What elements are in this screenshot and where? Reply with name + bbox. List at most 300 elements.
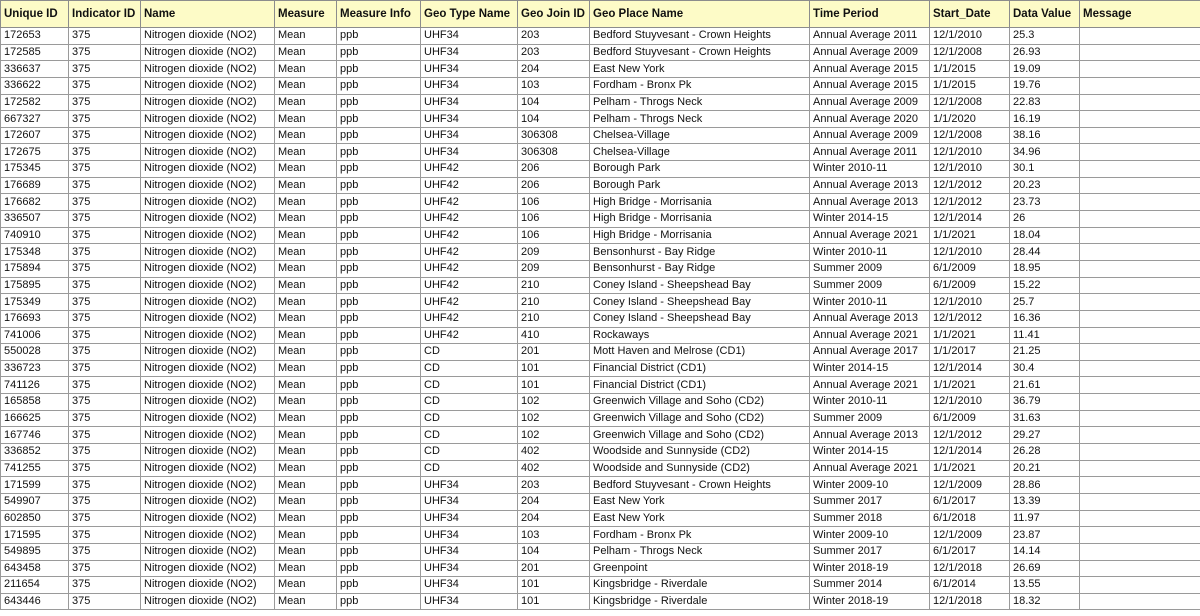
cell-data-value[interactable]: 20.21 [1010, 460, 1080, 477]
cell-geo-place-name[interactable]: High Bridge - Morrisania [590, 194, 810, 211]
cell-geo-type-name[interactable]: UHF34 [421, 61, 518, 78]
cell-geo-join-id[interactable]: 203 [518, 28, 590, 45]
cell-message[interactable] [1080, 294, 1200, 311]
cell-message[interactable] [1080, 161, 1200, 178]
cell-indicator-id[interactable]: 375 [69, 510, 141, 527]
cell-start-date[interactable]: 12/1/2010 [930, 144, 1010, 161]
cell-geo-join-id[interactable]: 103 [518, 527, 590, 544]
cell-geo-join-id[interactable]: 102 [518, 410, 590, 427]
cell-message[interactable] [1080, 527, 1200, 544]
cell-name[interactable]: Nitrogen dioxide (NO2) [141, 477, 275, 494]
cell-measure-info[interactable]: ppb [337, 177, 421, 194]
cell-data-value[interactable]: 19.09 [1010, 61, 1080, 78]
cell-geo-type-name[interactable]: UHF34 [421, 593, 518, 610]
col-header-message[interactable]: Message [1080, 1, 1200, 28]
cell-geo-place-name[interactable]: High Bridge - Morrisania [590, 211, 810, 228]
cell-message[interactable] [1080, 310, 1200, 327]
cell-time-period[interactable]: Winter 2018-19 [810, 560, 930, 577]
cell-start-date[interactable]: 12/1/2018 [930, 560, 1010, 577]
col-header-geo-place-name[interactable]: Geo Place Name [590, 1, 810, 28]
cell-geo-place-name[interactable]: Coney Island - Sheepshead Bay [590, 277, 810, 294]
cell-start-date[interactable]: 1/1/2021 [930, 460, 1010, 477]
cell-unique-id[interactable]: 171599 [1, 477, 69, 494]
cell-time-period[interactable]: Summer 2009 [810, 277, 930, 294]
cell-geo-place-name[interactable]: Borough Park [590, 161, 810, 178]
cell-indicator-id[interactable]: 375 [69, 493, 141, 510]
cell-name[interactable]: Nitrogen dioxide (NO2) [141, 177, 275, 194]
col-header-unique-id[interactable]: Unique ID [1, 1, 69, 28]
cell-data-value[interactable]: 21.25 [1010, 344, 1080, 361]
cell-message[interactable] [1080, 560, 1200, 577]
cell-geo-type-name[interactable]: CD [421, 344, 518, 361]
cell-measure-info[interactable]: ppb [337, 194, 421, 211]
cell-measure[interactable]: Mean [275, 260, 337, 277]
cell-start-date[interactable]: 6/1/2017 [930, 543, 1010, 560]
cell-message[interactable] [1080, 493, 1200, 510]
cell-message[interactable] [1080, 144, 1200, 161]
cell-data-value[interactable]: 25.3 [1010, 28, 1080, 45]
cell-start-date[interactable]: 12/1/2008 [930, 127, 1010, 144]
cell-geo-type-name[interactable]: UHF42 [421, 211, 518, 228]
cell-measure-info[interactable]: ppb [337, 260, 421, 277]
cell-unique-id[interactable]: 172607 [1, 127, 69, 144]
cell-geo-place-name[interactable]: Fordham - Bronx Pk [590, 527, 810, 544]
cell-geo-place-name[interactable]: East New York [590, 61, 810, 78]
cell-data-value[interactable]: 38.16 [1010, 127, 1080, 144]
cell-time-period[interactable]: Annual Average 2017 [810, 344, 930, 361]
cell-name[interactable]: Nitrogen dioxide (NO2) [141, 61, 275, 78]
cell-geo-type-name[interactable]: CD [421, 427, 518, 444]
cell-geo-type-name[interactable]: UHF42 [421, 327, 518, 344]
cell-measure-info[interactable]: ppb [337, 111, 421, 128]
cell-indicator-id[interactable]: 375 [69, 77, 141, 94]
cell-measure-info[interactable]: ppb [337, 161, 421, 178]
cell-geo-place-name[interactable]: Chelsea-Village [590, 127, 810, 144]
cell-measure[interactable]: Mean [275, 493, 337, 510]
cell-unique-id[interactable]: 211654 [1, 577, 69, 594]
cell-start-date[interactable]: 12/1/2010 [930, 244, 1010, 261]
cell-name[interactable]: Nitrogen dioxide (NO2) [141, 277, 275, 294]
cell-measure-info[interactable]: ppb [337, 410, 421, 427]
cell-measure[interactable]: Mean [275, 344, 337, 361]
cell-name[interactable]: Nitrogen dioxide (NO2) [141, 211, 275, 228]
cell-measure-info[interactable]: ppb [337, 310, 421, 327]
cell-indicator-id[interactable]: 375 [69, 211, 141, 228]
cell-time-period[interactable]: Annual Average 2013 [810, 310, 930, 327]
cell-unique-id[interactable]: 166625 [1, 410, 69, 427]
cell-time-period[interactable]: Annual Average 2011 [810, 144, 930, 161]
cell-unique-id[interactable]: 740910 [1, 227, 69, 244]
cell-geo-join-id[interactable]: 106 [518, 211, 590, 228]
cell-unique-id[interactable]: 176682 [1, 194, 69, 211]
cell-indicator-id[interactable]: 375 [69, 28, 141, 45]
cell-measure[interactable]: Mean [275, 444, 337, 461]
cell-name[interactable]: Nitrogen dioxide (NO2) [141, 77, 275, 94]
cell-indicator-id[interactable]: 375 [69, 94, 141, 111]
cell-start-date[interactable]: 1/1/2021 [930, 377, 1010, 394]
cell-data-value[interactable]: 30.1 [1010, 161, 1080, 178]
cell-unique-id[interactable]: 741006 [1, 327, 69, 344]
cell-message[interactable] [1080, 444, 1200, 461]
cell-start-date[interactable]: 12/1/2014 [930, 211, 1010, 228]
cell-data-value[interactable]: 21.61 [1010, 377, 1080, 394]
cell-start-date[interactable]: 12/1/2012 [930, 177, 1010, 194]
cell-measure-info[interactable]: ppb [337, 277, 421, 294]
cell-measure-info[interactable]: ppb [337, 77, 421, 94]
cell-unique-id[interactable]: 336507 [1, 211, 69, 228]
cell-time-period[interactable]: Winter 2009-10 [810, 527, 930, 544]
cell-start-date[interactable]: 12/1/2010 [930, 394, 1010, 411]
cell-geo-type-name[interactable]: UHF42 [421, 310, 518, 327]
cell-data-value[interactable]: 11.97 [1010, 510, 1080, 527]
cell-name[interactable]: Nitrogen dioxide (NO2) [141, 360, 275, 377]
col-header-geo-type-name[interactable]: Geo Type Name [421, 1, 518, 28]
cell-geo-place-name[interactable]: Rockaways [590, 327, 810, 344]
cell-measure-info[interactable]: ppb [337, 327, 421, 344]
cell-data-value[interactable]: 23.73 [1010, 194, 1080, 211]
cell-unique-id[interactable]: 336622 [1, 77, 69, 94]
cell-message[interactable] [1080, 360, 1200, 377]
cell-geo-place-name[interactable]: Greenwich Village and Soho (CD2) [590, 410, 810, 427]
cell-time-period[interactable]: Annual Average 2021 [810, 460, 930, 477]
cell-time-period[interactable]: Summer 2017 [810, 493, 930, 510]
cell-geo-join-id[interactable]: 206 [518, 161, 590, 178]
cell-geo-type-name[interactable]: CD [421, 394, 518, 411]
cell-time-period[interactable]: Summer 2014 [810, 577, 930, 594]
cell-data-value[interactable]: 26 [1010, 211, 1080, 228]
cell-data-value[interactable]: 23.87 [1010, 527, 1080, 544]
cell-time-period[interactable]: Annual Average 2021 [810, 227, 930, 244]
cell-geo-join-id[interactable]: 104 [518, 94, 590, 111]
cell-time-period[interactable]: Summer 2009 [810, 260, 930, 277]
col-header-data-value[interactable]: Data Value [1010, 1, 1080, 28]
cell-geo-type-name[interactable]: UHF34 [421, 510, 518, 527]
cell-indicator-id[interactable]: 375 [69, 61, 141, 78]
cell-geo-place-name[interactable]: Pelham - Throgs Neck [590, 543, 810, 560]
cell-start-date[interactable]: 6/1/2018 [930, 510, 1010, 527]
cell-indicator-id[interactable]: 375 [69, 477, 141, 494]
cell-measure-info[interactable]: ppb [337, 493, 421, 510]
cell-start-date[interactable]: 12/1/2008 [930, 44, 1010, 61]
cell-geo-type-name[interactable]: UHF42 [421, 260, 518, 277]
cell-data-value[interactable]: 28.86 [1010, 477, 1080, 494]
cell-indicator-id[interactable]: 375 [69, 360, 141, 377]
cell-measure[interactable]: Mean [275, 77, 337, 94]
cell-geo-join-id[interactable]: 209 [518, 260, 590, 277]
cell-unique-id[interactable]: 549907 [1, 493, 69, 510]
cell-time-period[interactable]: Annual Average 2020 [810, 111, 930, 128]
cell-time-period[interactable]: Annual Average 2009 [810, 94, 930, 111]
cell-geo-type-name[interactable]: CD [421, 444, 518, 461]
cell-measure[interactable]: Mean [275, 377, 337, 394]
cell-indicator-id[interactable]: 375 [69, 144, 141, 161]
cell-message[interactable] [1080, 111, 1200, 128]
cell-message[interactable] [1080, 94, 1200, 111]
cell-geo-join-id[interactable]: 102 [518, 394, 590, 411]
cell-indicator-id[interactable]: 375 [69, 44, 141, 61]
cell-measure-info[interactable]: ppb [337, 127, 421, 144]
cell-indicator-id[interactable]: 375 [69, 527, 141, 544]
cell-name[interactable]: Nitrogen dioxide (NO2) [141, 344, 275, 361]
cell-data-value[interactable]: 26.28 [1010, 444, 1080, 461]
cell-unique-id[interactable]: 176689 [1, 177, 69, 194]
cell-geo-type-name[interactable]: CD [421, 377, 518, 394]
cell-message[interactable] [1080, 227, 1200, 244]
cell-measure-info[interactable]: ppb [337, 94, 421, 111]
cell-name[interactable]: Nitrogen dioxide (NO2) [141, 144, 275, 161]
cell-indicator-id[interactable]: 375 [69, 161, 141, 178]
cell-start-date[interactable]: 6/1/2009 [930, 260, 1010, 277]
cell-start-date[interactable]: 1/1/2021 [930, 327, 1010, 344]
cell-unique-id[interactable]: 172582 [1, 94, 69, 111]
col-header-name[interactable]: Name [141, 1, 275, 28]
cell-unique-id[interactable]: 165858 [1, 394, 69, 411]
cell-start-date[interactable]: 12/1/2014 [930, 360, 1010, 377]
cell-message[interactable] [1080, 28, 1200, 45]
cell-geo-type-name[interactable]: UHF34 [421, 493, 518, 510]
cell-indicator-id[interactable]: 375 [69, 410, 141, 427]
cell-message[interactable] [1080, 61, 1200, 78]
cell-geo-type-name[interactable]: UHF34 [421, 94, 518, 111]
cell-measure[interactable]: Mean [275, 410, 337, 427]
cell-unique-id[interactable]: 741255 [1, 460, 69, 477]
cell-data-value[interactable]: 20.23 [1010, 177, 1080, 194]
cell-geo-join-id[interactable]: 102 [518, 427, 590, 444]
cell-measure-info[interactable]: ppb [337, 344, 421, 361]
cell-message[interactable] [1080, 460, 1200, 477]
cell-name[interactable]: Nitrogen dioxide (NO2) [141, 327, 275, 344]
col-header-measure[interactable]: Measure [275, 1, 337, 28]
cell-measure-info[interactable]: ppb [337, 510, 421, 527]
cell-name[interactable]: Nitrogen dioxide (NO2) [141, 28, 275, 45]
cell-indicator-id[interactable]: 375 [69, 593, 141, 610]
cell-start-date[interactable]: 12/1/2010 [930, 294, 1010, 311]
cell-message[interactable] [1080, 44, 1200, 61]
cell-geo-type-name[interactable]: UHF34 [421, 527, 518, 544]
cell-geo-join-id[interactable]: 101 [518, 593, 590, 610]
cell-geo-place-name[interactable]: Coney Island - Sheepshead Bay [590, 310, 810, 327]
cell-message[interactable] [1080, 577, 1200, 594]
cell-name[interactable]: Nitrogen dioxide (NO2) [141, 577, 275, 594]
cell-geo-join-id[interactable]: 210 [518, 294, 590, 311]
cell-time-period[interactable]: Annual Average 2011 [810, 28, 930, 45]
cell-geo-join-id[interactable]: 201 [518, 560, 590, 577]
cell-time-period[interactable]: Annual Average 2015 [810, 77, 930, 94]
cell-geo-join-id[interactable]: 104 [518, 543, 590, 560]
cell-measure-info[interactable]: ppb [337, 577, 421, 594]
cell-measure[interactable]: Mean [275, 360, 337, 377]
cell-measure-info[interactable]: ppb [337, 527, 421, 544]
cell-data-value[interactable]: 18.32 [1010, 593, 1080, 610]
cell-measure[interactable]: Mean [275, 460, 337, 477]
cell-geo-place-name[interactable]: Kingsbridge - Riverdale [590, 577, 810, 594]
cell-measure-info[interactable]: ppb [337, 593, 421, 610]
cell-start-date[interactable]: 6/1/2014 [930, 577, 1010, 594]
cell-message[interactable] [1080, 327, 1200, 344]
cell-indicator-id[interactable]: 375 [69, 560, 141, 577]
cell-measure[interactable]: Mean [275, 577, 337, 594]
cell-measure[interactable]: Mean [275, 61, 337, 78]
cell-time-period[interactable]: Winter 2010-11 [810, 394, 930, 411]
cell-measure[interactable]: Mean [275, 211, 337, 228]
cell-unique-id[interactable]: 643446 [1, 593, 69, 610]
cell-measure-info[interactable]: ppb [337, 560, 421, 577]
cell-data-value[interactable]: 25.7 [1010, 294, 1080, 311]
cell-time-period[interactable]: Summer 2009 [810, 410, 930, 427]
cell-message[interactable] [1080, 543, 1200, 560]
cell-start-date[interactable]: 1/1/2015 [930, 77, 1010, 94]
cell-geo-join-id[interactable]: 210 [518, 277, 590, 294]
cell-indicator-id[interactable]: 375 [69, 460, 141, 477]
cell-time-period[interactable]: Annual Average 2013 [810, 194, 930, 211]
cell-indicator-id[interactable]: 375 [69, 177, 141, 194]
cell-message[interactable] [1080, 410, 1200, 427]
cell-geo-join-id[interactable]: 106 [518, 227, 590, 244]
cell-geo-type-name[interactable]: UHF34 [421, 111, 518, 128]
cell-geo-join-id[interactable]: 103 [518, 77, 590, 94]
cell-geo-type-name[interactable]: UHF34 [421, 44, 518, 61]
cell-time-period[interactable]: Summer 2018 [810, 510, 930, 527]
cell-message[interactable] [1080, 177, 1200, 194]
cell-geo-place-name[interactable]: High Bridge - Morrisania [590, 227, 810, 244]
cell-measure[interactable]: Mean [275, 144, 337, 161]
cell-indicator-id[interactable]: 375 [69, 543, 141, 560]
cell-geo-join-id[interactable]: 410 [518, 327, 590, 344]
cell-unique-id[interactable]: 336723 [1, 360, 69, 377]
cell-indicator-id[interactable]: 375 [69, 377, 141, 394]
cell-measure-info[interactable]: ppb [337, 444, 421, 461]
cell-name[interactable]: Nitrogen dioxide (NO2) [141, 127, 275, 144]
cell-unique-id[interactable]: 550028 [1, 344, 69, 361]
cell-geo-join-id[interactable]: 306308 [518, 144, 590, 161]
cell-indicator-id[interactable]: 375 [69, 260, 141, 277]
cell-name[interactable]: Nitrogen dioxide (NO2) [141, 227, 275, 244]
col-header-geo-join-id[interactable]: Geo Join ID [518, 1, 590, 28]
cell-geo-place-name[interactable]: Bedford Stuyvesant - Crown Heights [590, 44, 810, 61]
cell-name[interactable]: Nitrogen dioxide (NO2) [141, 560, 275, 577]
cell-geo-place-name[interactable]: Mott Haven and Melrose (CD1) [590, 344, 810, 361]
cell-geo-place-name[interactable]: Coney Island - Sheepshead Bay [590, 294, 810, 311]
cell-measure[interactable]: Mean [275, 477, 337, 494]
cell-geo-join-id[interactable]: 101 [518, 577, 590, 594]
cell-name[interactable]: Nitrogen dioxide (NO2) [141, 244, 275, 261]
col-header-start-date[interactable]: Start_Date [930, 1, 1010, 28]
cell-start-date[interactable]: 12/1/2012 [930, 310, 1010, 327]
cell-measure-info[interactable]: ppb [337, 144, 421, 161]
cell-unique-id[interactable]: 741126 [1, 377, 69, 394]
cell-data-value[interactable]: 13.55 [1010, 577, 1080, 594]
cell-indicator-id[interactable]: 375 [69, 111, 141, 128]
cell-data-value[interactable]: 16.36 [1010, 310, 1080, 327]
cell-data-value[interactable]: 31.63 [1010, 410, 1080, 427]
cell-data-value[interactable]: 18.04 [1010, 227, 1080, 244]
cell-unique-id[interactable]: 172675 [1, 144, 69, 161]
cell-measure-info[interactable]: ppb [337, 394, 421, 411]
cell-geo-place-name[interactable]: Bensonhurst - Bay Ridge [590, 260, 810, 277]
cell-unique-id[interactable]: 336637 [1, 61, 69, 78]
cell-name[interactable]: Nitrogen dioxide (NO2) [141, 94, 275, 111]
cell-geo-type-name[interactable]: UHF34 [421, 577, 518, 594]
cell-start-date[interactable]: 1/1/2017 [930, 344, 1010, 361]
cell-measure[interactable]: Mean [275, 510, 337, 527]
cell-message[interactable] [1080, 244, 1200, 261]
cell-unique-id[interactable]: 336852 [1, 444, 69, 461]
cell-measure-info[interactable]: ppb [337, 377, 421, 394]
cell-geo-place-name[interactable]: Greenwich Village and Soho (CD2) [590, 394, 810, 411]
cell-measure[interactable]: Mean [275, 244, 337, 261]
cell-measure[interactable]: Mean [275, 44, 337, 61]
cell-indicator-id[interactable]: 375 [69, 310, 141, 327]
cell-unique-id[interactable]: 172585 [1, 44, 69, 61]
cell-time-period[interactable]: Winter 2014-15 [810, 211, 930, 228]
cell-start-date[interactable]: 6/1/2009 [930, 277, 1010, 294]
cell-geo-join-id[interactable]: 101 [518, 377, 590, 394]
cell-time-period[interactable]: Winter 2010-11 [810, 161, 930, 178]
cell-measure[interactable]: Mean [275, 593, 337, 610]
cell-unique-id[interactable]: 175345 [1, 161, 69, 178]
cell-time-period[interactable]: Annual Average 2013 [810, 427, 930, 444]
cell-start-date[interactable]: 12/1/2012 [930, 427, 1010, 444]
cell-measure-info[interactable]: ppb [337, 460, 421, 477]
cell-data-value[interactable]: 15.22 [1010, 277, 1080, 294]
cell-geo-type-name[interactable]: UHF42 [421, 294, 518, 311]
cell-geo-place-name[interactable]: Bedford Stuyvesant - Crown Heights [590, 477, 810, 494]
cell-geo-join-id[interactable]: 402 [518, 444, 590, 461]
cell-measure-info[interactable]: ppb [337, 543, 421, 560]
cell-geo-place-name[interactable]: Greenpoint [590, 560, 810, 577]
cell-unique-id[interactable]: 643458 [1, 560, 69, 577]
cell-geo-type-name[interactable]: CD [421, 360, 518, 377]
cell-unique-id[interactable]: 175349 [1, 294, 69, 311]
cell-name[interactable]: Nitrogen dioxide (NO2) [141, 427, 275, 444]
cell-measure[interactable]: Mean [275, 327, 337, 344]
cell-data-value[interactable]: 28.44 [1010, 244, 1080, 261]
cell-unique-id[interactable]: 172653 [1, 28, 69, 45]
cell-time-period[interactable]: Annual Average 2021 [810, 327, 930, 344]
cell-geo-place-name[interactable]: Financial District (CD1) [590, 377, 810, 394]
cell-message[interactable] [1080, 394, 1200, 411]
cell-geo-type-name[interactable]: UHF42 [421, 277, 518, 294]
cell-indicator-id[interactable]: 375 [69, 344, 141, 361]
cell-geo-type-name[interactable]: UHF42 [421, 244, 518, 261]
cell-name[interactable]: Nitrogen dioxide (NO2) [141, 444, 275, 461]
cell-name[interactable]: Nitrogen dioxide (NO2) [141, 394, 275, 411]
cell-name[interactable]: Nitrogen dioxide (NO2) [141, 410, 275, 427]
cell-indicator-id[interactable]: 375 [69, 294, 141, 311]
cell-unique-id[interactable]: 175895 [1, 277, 69, 294]
cell-measure[interactable]: Mean [275, 111, 337, 128]
cell-measure[interactable]: Mean [275, 94, 337, 111]
cell-message[interactable] [1080, 127, 1200, 144]
cell-geo-place-name[interactable]: Bedford Stuyvesant - Crown Heights [590, 28, 810, 45]
cell-geo-join-id[interactable]: 203 [518, 44, 590, 61]
cell-geo-type-name[interactable]: UHF42 [421, 227, 518, 244]
cell-geo-join-id[interactable]: 206 [518, 177, 590, 194]
cell-start-date[interactable]: 1/1/2020 [930, 111, 1010, 128]
cell-measure[interactable]: Mean [275, 394, 337, 411]
cell-measure-info[interactable]: ppb [337, 44, 421, 61]
cell-geo-place-name[interactable]: Kingsbridge - Riverdale [590, 593, 810, 610]
cell-time-period[interactable]: Annual Average 2021 [810, 377, 930, 394]
cell-geo-join-id[interactable]: 204 [518, 510, 590, 527]
cell-data-value[interactable]: 29.27 [1010, 427, 1080, 444]
cell-start-date[interactable]: 12/1/2010 [930, 161, 1010, 178]
cell-start-date[interactable]: 12/1/2014 [930, 444, 1010, 461]
cell-name[interactable]: Nitrogen dioxide (NO2) [141, 44, 275, 61]
cell-geo-place-name[interactable]: Pelham - Throgs Neck [590, 111, 810, 128]
cell-message[interactable] [1080, 510, 1200, 527]
cell-indicator-id[interactable]: 375 [69, 194, 141, 211]
